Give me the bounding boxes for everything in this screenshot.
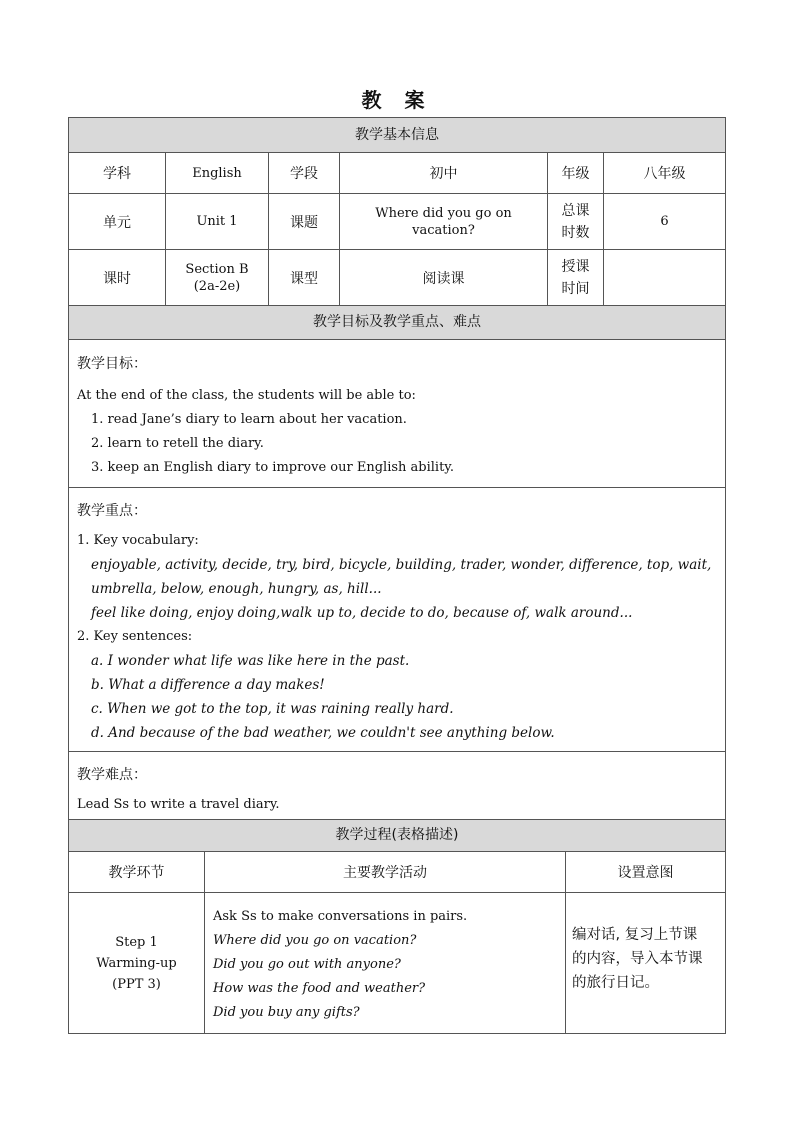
key-vocabulary-line-3: feel like doing, enjoy doing,walk up to, decide to do, because of, walk around... [91,605,633,621]
teaching-time-label-line-1: 授课 [561,258,590,275]
period-line-1: Section B [185,261,249,277]
basic-info-row-2 [69,194,725,250]
activity-question-1: Where did you go on vacation? [213,933,417,948]
lesson-type-value: 阅读课 [340,250,548,305]
process-header: 教学过程(表格描述) [69,820,725,852]
teaching-goal-2: 2. learn to retell the diary. [91,436,264,451]
key-points-heading: 教学重点： [77,503,147,519]
activity-instruction: Ask Ss to make conversations in pairs. [213,909,468,924]
step-activities [205,893,566,1033]
total-periods-label-line-2: 时数 [561,224,590,241]
total-periods-label [548,194,604,249]
unit-label: 单元 [69,194,166,249]
key-sentence-a: a. I wonder what life was like here in the past. [91,653,410,669]
subject-value: English [166,153,269,193]
total-periods-label-line-1: 总课 [561,202,590,219]
intent-line-1: 编对话, 复习上节课 [572,927,698,943]
period-label: 课时 [69,250,166,305]
teaching-goal-1: 1. read Jane’s diary to learn about her vacation. [91,412,407,427]
key-vocabulary-line-1: enjoyable, activity, decide, try, bird, bicycle, building, trader, wonder, difference, top, wait, [91,557,712,573]
process-step-row [69,893,725,1033]
key-points-section [69,488,725,752]
step-stage-line-3: (PPT 3) [112,976,161,992]
key-sentence-b: b. What a difference a day makes! [91,677,325,693]
lesson-type-label: 课型 [269,250,340,305]
teaching-goals-section [69,340,725,488]
difficulty-heading: 教学难点： [77,767,147,783]
lesson-plan-table [68,117,726,1034]
teaching-time-value [604,250,725,305]
basic-info-header: 教学基本信息 [69,118,725,153]
key-sentence-d: d. And because of the bad weather, we couldn't see anything below. [91,725,555,741]
teaching-goals-intro: At the end of the class, the students will be able to: [77,388,416,403]
unit-value: Unit 1 [166,194,269,249]
column-intent: 设置意图 [617,865,674,881]
step-stage-line-1: Step 1 [115,934,158,950]
activity-question-2: Did you go out with anyone? [213,957,401,972]
column-stage: 教学环节 [69,852,205,892]
teaching-goals-heading: 教学目标： [77,356,147,372]
basic-info-row-3 [69,250,725,306]
intent-line-3: 的旅行日记。 [572,975,659,991]
activity-question-3: How was the food and weather? [213,981,426,996]
difficulty-section [69,752,725,820]
step-intent [566,893,725,1033]
intent-line-2: 的内容，导入本节课 [572,951,703,967]
column-activities: 主要教学活动 [205,852,566,892]
grade-label: 年级 [548,153,604,193]
total-periods-value: 6 [660,214,669,229]
topic-value [340,194,548,249]
step-stage [69,893,205,1033]
key-sentence-c: c. When we got to the top, it was raining really hard. [91,701,454,717]
key-vocabulary-line-2: umbrella, below, enough, hungry, as, hill... [91,581,382,597]
stage-label: 学段 [269,153,340,193]
teaching-time-label-line-2: 时间 [561,280,590,297]
activity-question-4: Did you buy any gifts? [213,1005,360,1020]
key-vocabulary-title: 1. Key vocabulary: [77,533,199,548]
key-sentences-title: 2. Key sentences: [77,629,193,644]
objectives-header: 教学目标及教学重点、难点 [69,306,725,340]
period-line-2: (2a-2e) [193,278,241,294]
step-stage-line-2: Warming-up [96,955,177,971]
period-value [166,250,269,305]
stage-value: 初中 [340,153,548,193]
teaching-time-label [548,250,604,305]
grade-value: 八年级 [643,166,686,182]
document-title: 教 案 [361,88,433,112]
basic-info-row-1 [69,153,725,194]
process-column-headers [69,852,725,893]
teaching-goal-3: 3. keep an English diary to improve our English ability. [91,460,455,475]
topic-line-1: Where did you go on [375,205,512,221]
subject-label: 学科 [69,153,166,193]
topic-line-2: vacation? [412,222,475,238]
difficulty-text: Lead Ss to write a travel diary. [77,797,280,812]
topic-label: 课题 [269,194,340,249]
